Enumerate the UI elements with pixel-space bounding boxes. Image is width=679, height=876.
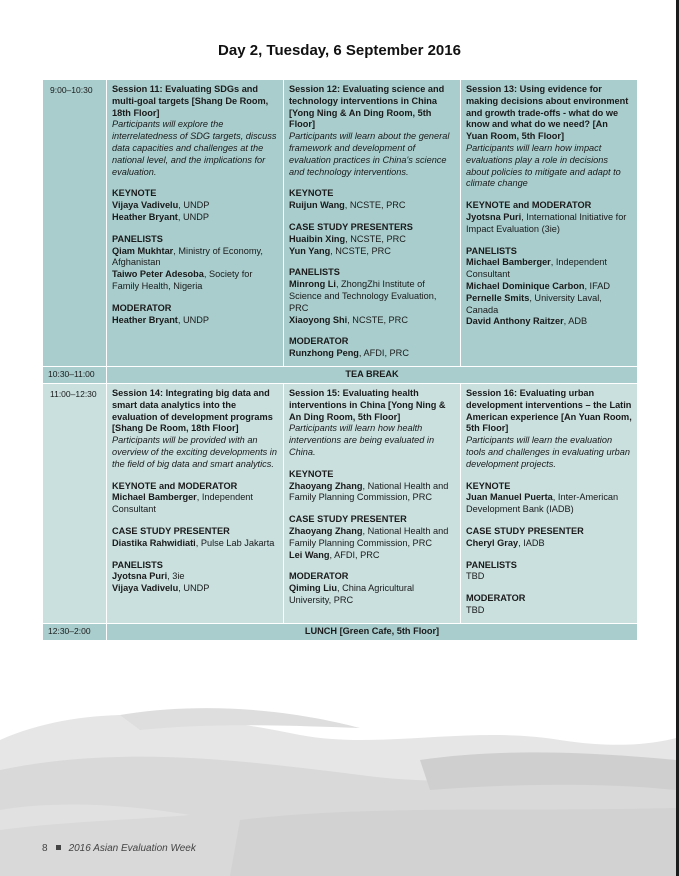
session-cell — [107, 80, 284, 367]
session-heading: Session 16: Evaluating urban development interventions – the Latin American experience [An Yuan Room, 5th Floor] — [466, 387, 632, 434]
schedule-row — [43, 366, 638, 383]
participant-org: , Ministry of Economy, Afghanistan — [112, 245, 263, 268]
participant-org: , UNDP — [177, 211, 210, 222]
participant-org: , Independent Consultant — [466, 257, 607, 280]
role-label: MODERATOR — [112, 302, 172, 313]
session-description: Participants will learn how health interventions are being evaluated in China. — [289, 423, 435, 457]
participant-name: Xiaoyong Shi — [289, 314, 348, 325]
participant-org: , Society for Family Health, Nigeria — [112, 269, 253, 291]
participant-name: Heather Bryant — [112, 314, 178, 325]
participant — [466, 316, 632, 328]
role-label: CASE STUDY PRESENTER — [466, 525, 584, 536]
break-label: TEA BREAK — [107, 366, 638, 383]
participant-name: Huaibin Xing — [289, 233, 346, 244]
participant-name: Vijaya Vadivelu — [112, 200, 179, 211]
participant-org: , IADB — [518, 537, 545, 548]
schedule-row — [43, 80, 638, 367]
session-heading: Session 15: Evaluating health interventions in China [Yong Ning & An Ding Room, 5th Floor] — [289, 387, 446, 422]
participant-org: , Pulse Lab Jakarta — [195, 537, 275, 548]
role-label: KEYNOTE and MODERATOR — [466, 200, 592, 211]
participant-org: , 3ie — [167, 571, 185, 582]
participant-name: Heather Bryant — [112, 211, 178, 222]
role-label: MODERATOR — [289, 336, 349, 347]
participant-org: , AFDI, PRC — [358, 348, 409, 359]
participant-org: , Independent Consultant — [112, 492, 253, 515]
participant — [289, 200, 455, 212]
session-cell — [284, 383, 461, 623]
participant-name: Cheryl Gray — [466, 537, 519, 548]
role-label: KEYNOTE and MODERATOR — [112, 480, 238, 491]
participant-org: , China Agricultural University, PRC — [289, 583, 415, 605]
participant — [466, 212, 632, 236]
participant-org: , University Laval, Canada — [466, 292, 602, 315]
participant-name: Qiming Liu — [289, 583, 337, 594]
participant-name: Michael Bamberger — [466, 257, 551, 268]
time-slot: 11:00–12:30 — [43, 383, 107, 623]
participant — [466, 538, 632, 550]
participant-org: , International Initiative for Impact Evaluation (3ie) — [466, 211, 627, 234]
schedule-row — [43, 623, 638, 640]
page-footer — [42, 843, 196, 854]
participant — [289, 550, 455, 562]
page-number: 8 — [42, 843, 48, 854]
role-label: KEYNOTE — [112, 188, 157, 199]
schedule-table — [42, 79, 638, 641]
role-label: MODERATOR — [466, 593, 526, 604]
time-slot: 12:30–2:00 — [43, 623, 107, 640]
participant — [289, 246, 455, 258]
participant-name: Lei Wang — [289, 549, 330, 560]
participant — [466, 605, 632, 617]
participant-org: , NCSTE, PRC — [344, 200, 406, 211]
participant-name: Qiam Mukhtar — [112, 245, 174, 256]
participant-name: Jyotsna Puri — [112, 571, 168, 582]
break-label: LUNCH [Green Cafe, 5th Floor] — [107, 623, 638, 640]
participant — [289, 315, 455, 327]
participant — [466, 492, 632, 516]
participant — [289, 526, 455, 550]
time-slot: 9:00–10:30 — [43, 80, 107, 367]
participant — [289, 279, 455, 314]
participant-org: , National Health and Family Planning Commission, PRC — [289, 525, 449, 548]
session-heading: Session 14: Integrating big data and smart data analytics into the evaluation of development programs [Shang De Room, 18th Floor] — [112, 387, 273, 434]
participant-org: , UNDP — [178, 200, 210, 211]
square-bullet-icon — [56, 845, 61, 850]
participant-org: TBD — [466, 604, 485, 615]
session-heading: Session 11: Evaluating SDGs and multi-goal targets [Shang De Room, 18th Floor] — [112, 84, 269, 118]
participant-org: , UNDP — [178, 583, 210, 594]
role-label: KEYNOTE — [289, 468, 334, 479]
participant-org: , National Health and Family Planning Commission, PRC — [289, 480, 449, 503]
participant — [289, 481, 455, 505]
participant — [466, 281, 632, 293]
participant-name: Diastika Rahwidiati — [112, 537, 196, 548]
role-label: PANELISTS — [289, 267, 340, 278]
participant — [466, 257, 632, 281]
page-title: Day 2, Tuesday, 6 September 2016 — [218, 42, 461, 59]
participant — [466, 293, 632, 317]
participant — [289, 348, 455, 360]
time-slot: 10:30–11:00 — [43, 366, 107, 383]
session-description: Participants will be provided with an overview of the exciting developments in the field of big data and smart analytics. — [112, 435, 277, 469]
participant-name: Michael Bamberger — [112, 492, 197, 503]
participant-name: Minrong Li — [289, 279, 336, 290]
participant-name: Zhaoyang Zhang — [289, 525, 363, 536]
participant — [112, 200, 278, 212]
participant-name: David Anthony Raitzer — [466, 316, 564, 327]
session-description: Participants will learn about the general framework and development of evaluation practices in China's science and technology interventions. — [289, 131, 450, 177]
role-label: PANELISTS — [112, 559, 163, 570]
publication-name: 2016 Asian Evaluation Week — [68, 843, 196, 854]
participant — [112, 583, 278, 595]
session-description: Participants will explore the interrelatedness of SDG targets, discuss data capacities and challenges at the national level, and the implications for evaluation. — [112, 119, 277, 177]
role-label: PANELISTS — [466, 245, 517, 256]
session-heading: Session 12: Evaluating science and technology interventions in China [Yong Ning & An Ding Room, 5th Floor] — [289, 84, 445, 130]
participant — [112, 571, 278, 583]
session-cell — [461, 383, 638, 623]
participant-name: Jyotsna Puri — [466, 211, 522, 222]
session-description: Participants will learn how impact evaluations play a role in decisions about policies to mitigate and adapt to climate change — [466, 142, 621, 189]
participant-org: , UNDP — [177, 314, 210, 325]
session-cell — [284, 80, 461, 367]
participant-name: Juan Manuel Puerta — [466, 492, 553, 503]
participant-org: , IFAD — [584, 280, 610, 291]
participant — [112, 315, 278, 327]
participant-name: Ruijun Wang — [289, 200, 345, 211]
role-label: MODERATOR — [289, 571, 349, 582]
participant-org: , NCSTE, PRC — [347, 314, 408, 325]
participant — [112, 269, 278, 293]
participant — [289, 583, 455, 607]
participant-name: Zhaoyang Zhang — [289, 480, 363, 491]
participant-name: Runzhong Peng — [289, 348, 359, 359]
session-cell — [107, 383, 284, 623]
participant-name: Pernelle Smits — [466, 292, 530, 303]
role-label: CASE STUDY PRESENTER — [112, 525, 230, 536]
role-label: CASE STUDY PRESENTERS — [289, 221, 413, 232]
session-description: Participants will learn the evaluation tools and challenges in evaluating urban development projects. — [466, 435, 630, 469]
schedule-row — [43, 383, 638, 623]
participant-org: , ADB — [563, 316, 588, 327]
role-label: PANELISTS — [466, 559, 517, 570]
participant — [112, 246, 278, 270]
participant-org: , ZhongZhi Institute of Science and Technology Evaluation, PRC — [289, 279, 437, 313]
participant — [112, 212, 278, 224]
participant-name: Michael Dominique Carbon — [466, 280, 585, 291]
role-label: PANELISTS — [112, 233, 163, 244]
participant-name: Taiwo Peter Adesoba — [112, 269, 204, 280]
participant — [466, 571, 632, 583]
participant-org: TBD — [466, 571, 485, 582]
participant — [112, 538, 278, 550]
role-label: KEYNOTE — [289, 188, 334, 199]
session-cell — [461, 80, 638, 367]
role-label: KEYNOTE — [466, 480, 511, 491]
participant — [112, 492, 278, 516]
participant-org: , NCSTE, PRC — [330, 245, 391, 256]
participant-org: , AFDI, PRC — [329, 549, 380, 560]
participant-org: , NCSTE, PRC — [345, 233, 406, 244]
participant-name: Vijaya Vadivelu — [112, 583, 179, 594]
participant-name: Yun Yang — [289, 245, 331, 256]
role-label: CASE STUDY PRESENTER — [289, 514, 407, 525]
participant-org: , Inter-American Development Bank (IADB) — [466, 492, 619, 515]
session-heading: Session 13: Using evidence for making decisions about environment and growth trade-offs - what do we know and what do we need? [An Yuan Room, 5th Floor] — [466, 84, 629, 142]
participant — [289, 234, 455, 246]
